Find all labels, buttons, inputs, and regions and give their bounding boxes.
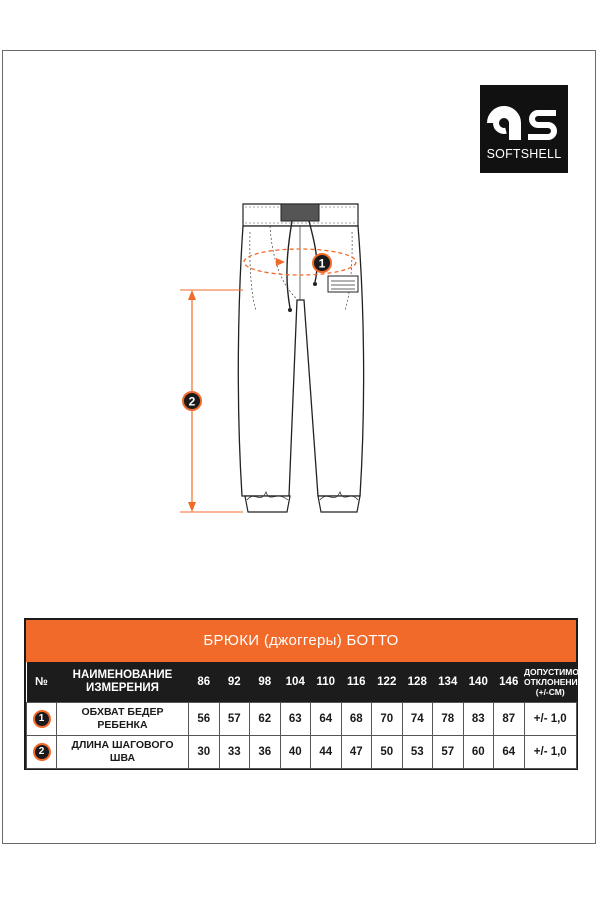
size-value: 40 (280, 736, 311, 769)
marker-2-label: 2 (188, 394, 196, 409)
size-value: 83 (463, 703, 494, 736)
size-value: 53 (402, 736, 433, 769)
col-header-size: 104 (280, 662, 311, 703)
pants-outline (238, 226, 363, 496)
table-row (27, 703, 577, 736)
size-value: 74 (402, 703, 433, 736)
marker-1-label: 1 (318, 256, 326, 271)
col-header-size: 140 (463, 662, 494, 703)
col-header-size: 122 (372, 662, 403, 703)
brand-patch (328, 276, 358, 292)
size-value: 68 (341, 703, 372, 736)
left-cuff (245, 496, 290, 512)
tolerance-value: +/- 1,0 (524, 703, 577, 736)
size-value: 30 (189, 736, 220, 769)
size-value: 44 (311, 736, 342, 769)
row-badge-icon: 1 (33, 710, 51, 728)
col-header-size: 134 (433, 662, 464, 703)
size-value: 62 (250, 703, 281, 736)
size-chart-title: БРЮКИ (джоггеры) БОТТО (26, 620, 576, 662)
col-header-name: НАИМЕНОВАНИЕ ИЗМЕРЕНИЯ (57, 662, 189, 703)
row-number (27, 736, 57, 769)
col-header-size: 86 (189, 662, 220, 703)
size-value: 36 (250, 736, 281, 769)
row-number (27, 703, 57, 736)
size-value: 78 (433, 703, 464, 736)
size-chart (24, 618, 585, 770)
drawstring-panel (281, 204, 319, 221)
tolerance-value: +/- 1,0 (524, 736, 577, 769)
size-value: 87 (494, 703, 525, 736)
size-value: 70 (372, 703, 403, 736)
size-value: 64 (494, 736, 525, 769)
size-value: 63 (280, 703, 311, 736)
size-value: 50 (372, 736, 403, 769)
col-header-no: № (27, 662, 57, 703)
size-value: 33 (219, 736, 250, 769)
col-header-size: 116 (341, 662, 372, 703)
right-cuff (318, 496, 360, 512)
header-row (27, 662, 577, 703)
measurement-name: ОБХВАТ БЕДЕР РЕБЕНКА (57, 703, 189, 736)
logo-subtitle: SOFTSHELL (486, 147, 562, 161)
row-badge-icon: 2 (33, 743, 51, 761)
col-header-size: 128 (402, 662, 433, 703)
col-header-size: 110 (311, 662, 342, 703)
size-value: 57 (433, 736, 464, 769)
size-value: 60 (463, 736, 494, 769)
size-value: 56 (189, 703, 220, 736)
size-table (26, 662, 585, 769)
col-header-tolerance: ДОПУСТИМОЕ ОТКЛОНЕНИЕ (+/-СМ) (524, 662, 577, 703)
measurement-name: ДЛИНА ШАГОВОГО ШВА (57, 736, 189, 769)
size-value: 64 (311, 703, 342, 736)
table-row (27, 736, 577, 769)
size-value: 47 (341, 736, 372, 769)
col-header-size: 92 (219, 662, 250, 703)
size-value: 57 (219, 703, 250, 736)
col-header-size: 98 (250, 662, 281, 703)
col-header-size: 146 (494, 662, 525, 703)
